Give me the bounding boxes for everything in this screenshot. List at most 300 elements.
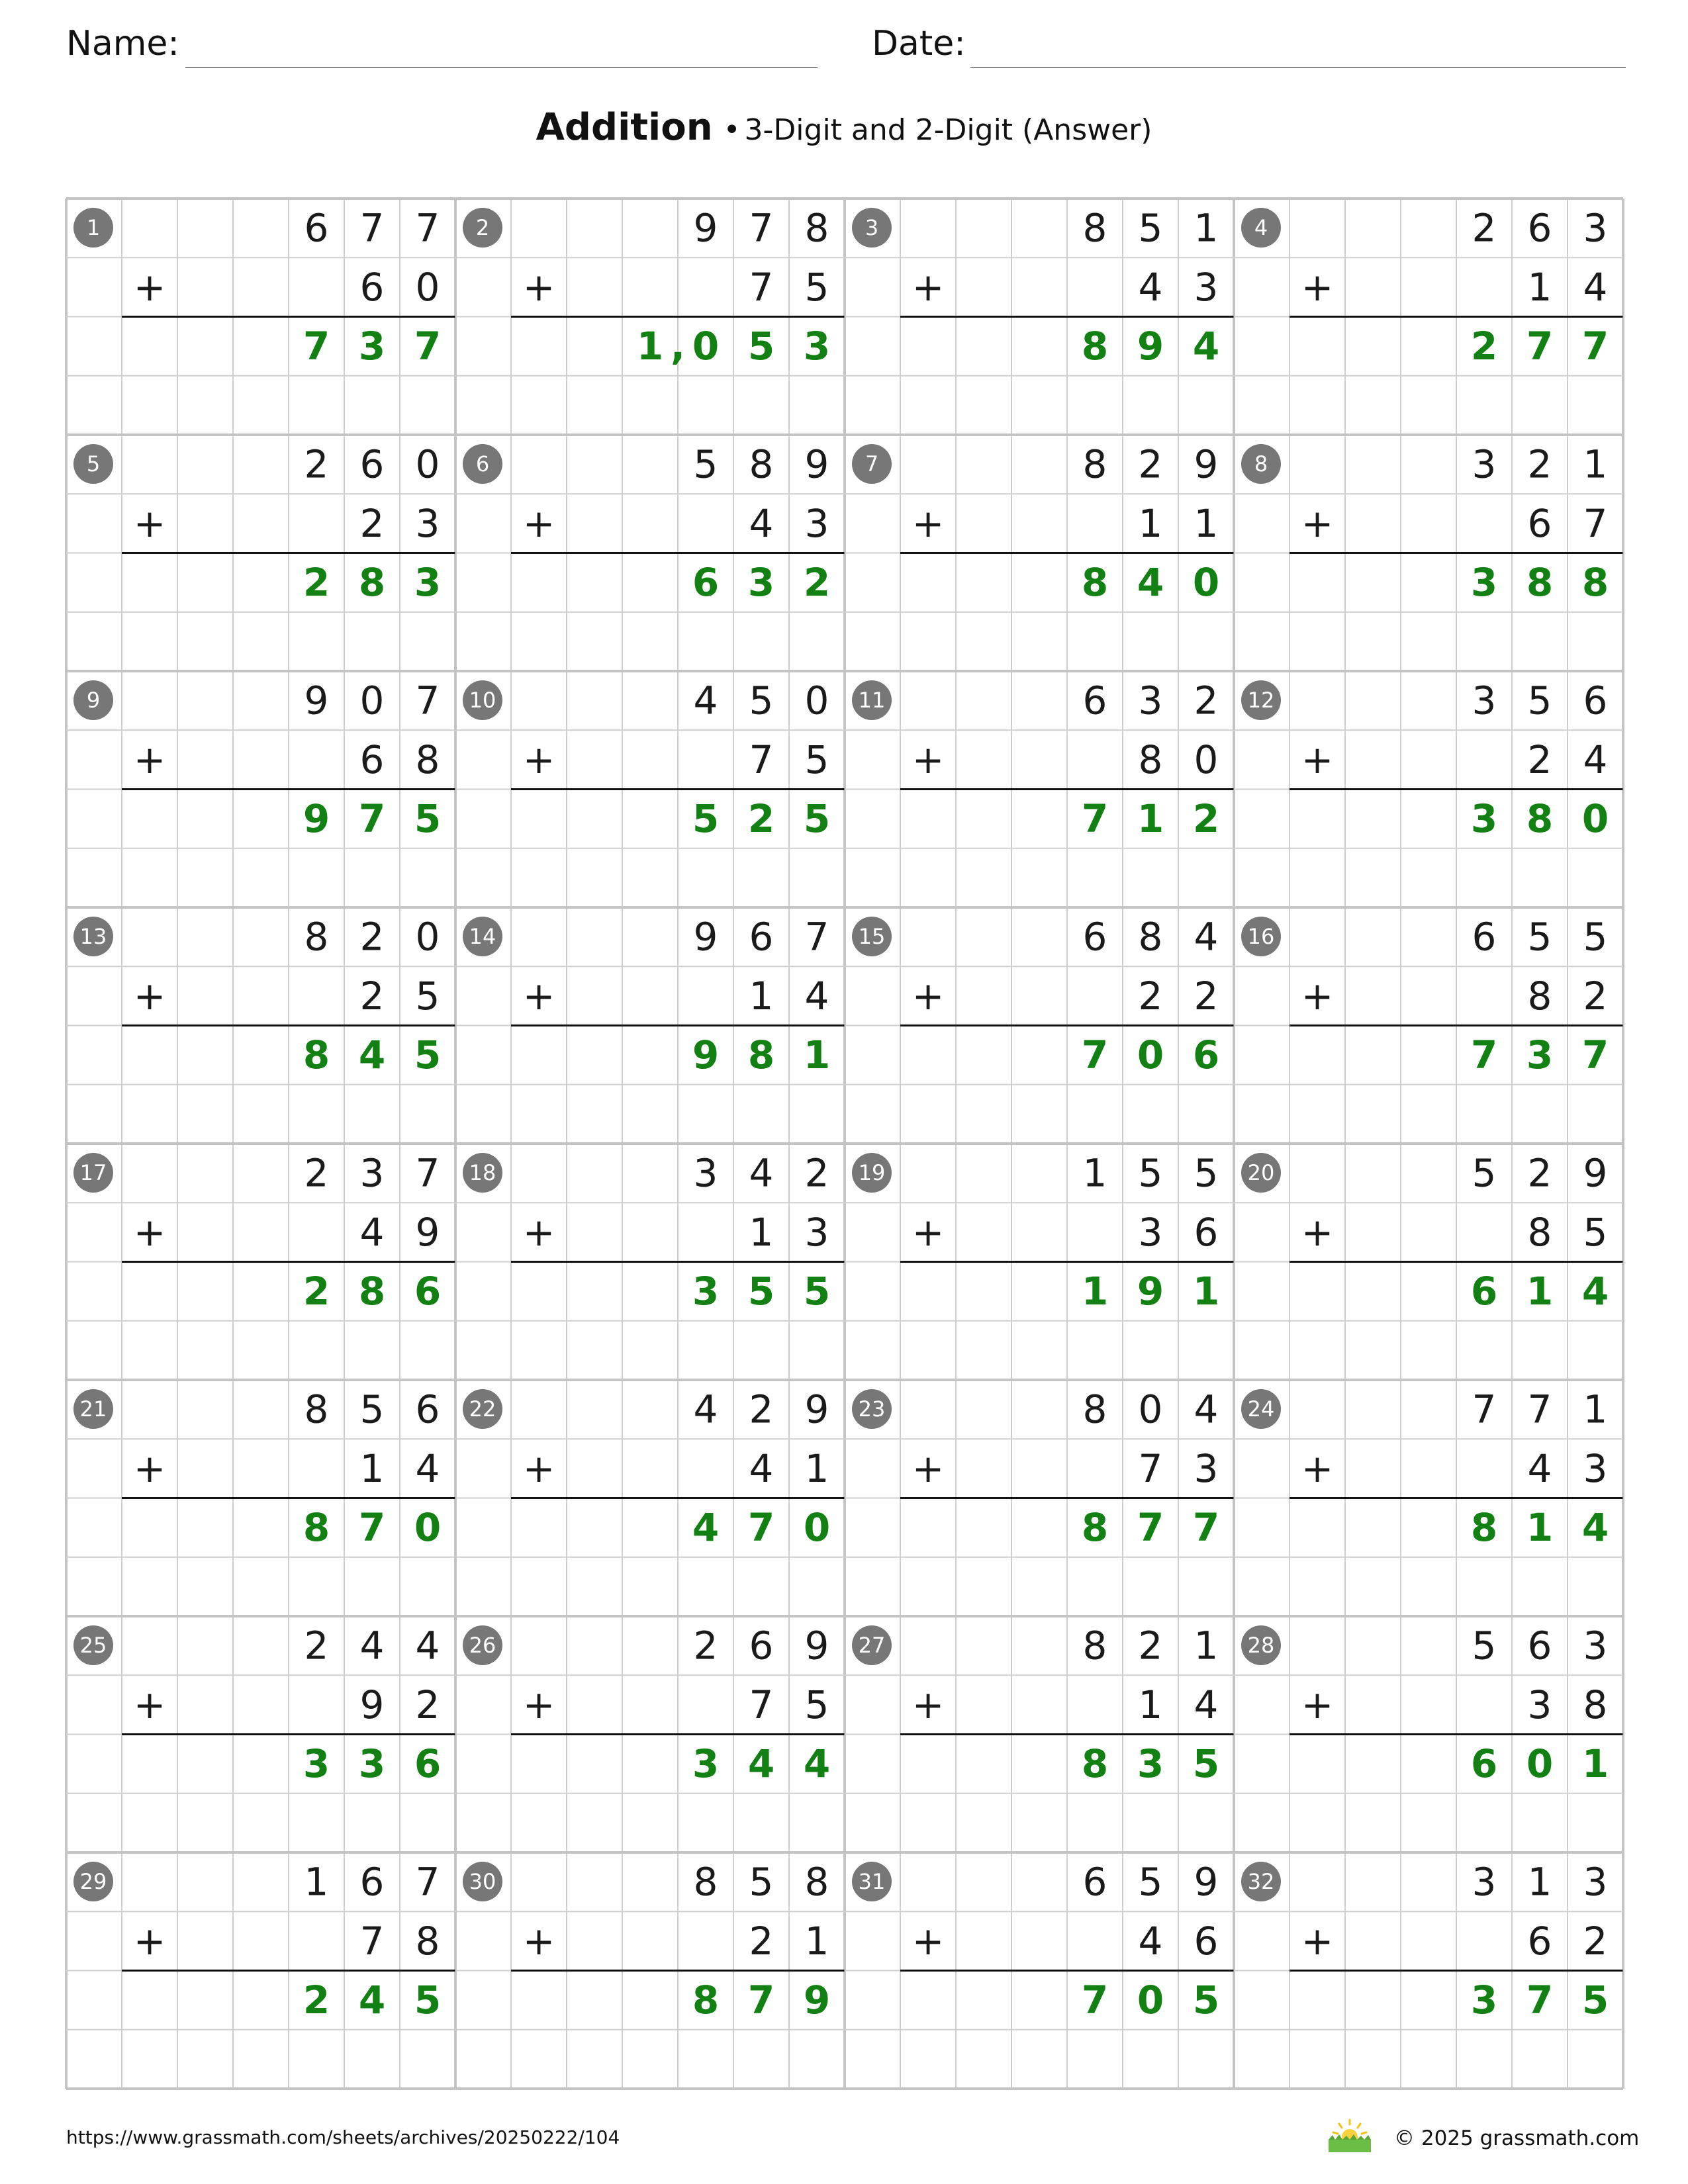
answer-digit: 5	[692, 796, 720, 842]
addend-digit: 0	[804, 678, 829, 723]
problem-number: 1	[86, 215, 101, 240]
problem	[463, 206, 845, 369]
problem-grid	[66, 199, 1623, 2089]
addend-digit: 6	[1583, 678, 1608, 723]
title-subtitle: 3-Digit and 2-Digit (Answer)	[744, 113, 1152, 147]
problem-number: 10	[469, 688, 496, 713]
problem-number: 14	[469, 924, 496, 949]
addend-digit: 2	[1583, 1918, 1608, 1964]
answer-digit: 2	[1192, 796, 1220, 842]
addend-digit: 9	[804, 1387, 829, 1432]
answer-digit: 8	[692, 1978, 720, 2023]
answer-digit: 7	[1581, 1032, 1609, 1078]
answer-digit: 4	[692, 1505, 720, 1551]
answer-digit: 5	[747, 1269, 775, 1314]
name-label: Name:	[66, 24, 179, 64]
addend-digit: 4	[804, 973, 829, 1019]
addend-digit: 3	[1472, 1859, 1497, 1905]
addend-digit: 7	[749, 737, 774, 782]
date-line	[970, 67, 1626, 68]
plus-sign: +	[522, 1209, 555, 1255]
plus-sign: +	[1301, 500, 1334, 546]
answer-digit: 7	[1526, 1978, 1554, 2023]
addend-digit: 2	[749, 1387, 774, 1432]
addend-digit: 8	[415, 1918, 440, 1964]
answer-digit: 8	[1081, 324, 1109, 369]
plus-sign: +	[522, 500, 555, 546]
addend-digit: 2	[1194, 973, 1219, 1019]
answer-digit: 3	[358, 1741, 386, 1787]
answer-digit: 6	[692, 560, 720, 606]
answer-digit: 6	[414, 1269, 442, 1314]
addend-digit: 5	[804, 1682, 829, 1727]
addend-digit: 9	[1583, 1150, 1608, 1196]
answer-digit: 3	[358, 324, 386, 369]
answer-digit: 3	[747, 560, 775, 606]
plus-sign: +	[912, 737, 945, 782]
addend-digit: 3	[415, 500, 440, 546]
addend-digit: 8	[1527, 973, 1552, 1019]
addend-digit: 0	[1138, 1387, 1163, 1432]
answer-digit: 7	[1137, 1505, 1164, 1551]
addend-digit: 6	[1472, 914, 1497, 960]
addend-digit: 2	[359, 914, 385, 960]
addend-digit: 1	[1082, 1150, 1107, 1196]
addend-digit: 4	[359, 1623, 385, 1668]
problem	[463, 915, 845, 1078]
addend-digit: 3	[1194, 264, 1219, 310]
title-bullet: •	[723, 113, 741, 147]
sun-over-grass-icon	[1326, 2118, 1374, 2154]
addend-digit: 6	[1082, 914, 1107, 960]
addend-digit: 6	[1194, 1918, 1219, 1964]
footer-url: https://www.grassmath.com/sheets/archives/20250222/104	[66, 2126, 620, 2148]
addend-digit: 3	[1527, 1682, 1552, 1727]
addend-digit: 1	[749, 1209, 774, 1255]
plus-sign: +	[1301, 973, 1334, 1019]
answer-digit: 0	[1526, 1741, 1554, 1787]
answer-digit: 0	[1137, 1978, 1164, 2023]
addend-digit: 6	[304, 205, 329, 251]
addend-digit: 5	[749, 1859, 774, 1905]
problem	[463, 1151, 845, 1314]
addend-digit: 3	[359, 1150, 385, 1196]
answer-digit: 7	[303, 324, 330, 369]
answer-digit: 3	[1470, 796, 1498, 842]
addend-digit: 6	[359, 264, 385, 310]
plus-sign: +	[912, 264, 945, 310]
addend-digit: 3	[1138, 678, 1163, 723]
addend-digit: 5	[804, 737, 829, 782]
addend-digit: 7	[1472, 1387, 1497, 1432]
addend-digit: 5	[693, 441, 718, 487]
addend-digit: 8	[304, 1387, 329, 1432]
addend-digit: 5	[804, 264, 829, 310]
plus-sign: +	[912, 1918, 945, 1964]
addend-digit: 5	[1194, 1150, 1219, 1196]
problem	[852, 678, 1234, 842]
addend-digit: 8	[1138, 914, 1163, 960]
addend-digit: 6	[1527, 500, 1552, 546]
answer-digit: 4	[1137, 560, 1164, 606]
addend-digit: 9	[1194, 441, 1219, 487]
addend-digit: 7	[1138, 1445, 1163, 1491]
addend-digit: 8	[1082, 1387, 1107, 1432]
answer-digit: 2	[303, 1978, 330, 2023]
addend-digit: 1	[1138, 1682, 1163, 1727]
addend-digit: 2	[359, 973, 385, 1019]
plus-sign: +	[133, 973, 166, 1019]
addend-digit: 0	[415, 441, 440, 487]
plus-sign: +	[133, 1682, 166, 1727]
problem	[1241, 442, 1623, 606]
answer-digit: 0	[1192, 560, 1220, 606]
addend-digit: 5	[1583, 914, 1608, 960]
problem-number: 23	[858, 1396, 886, 1422]
problem-number: 15	[858, 924, 886, 949]
problem	[73, 1623, 455, 1787]
addend-digit: 1	[1583, 1387, 1608, 1432]
answer-digit: 0	[803, 1505, 831, 1551]
addend-digit: 2	[304, 441, 329, 487]
problem-number: 9	[86, 688, 101, 713]
answer-digit: 4	[747, 1741, 775, 1787]
answer-digit: 0	[414, 1505, 442, 1551]
addend-digit: 8	[804, 205, 829, 251]
answer-digit: 7	[358, 796, 386, 842]
answer-digit: 5	[414, 1032, 442, 1078]
addend-digit: 7	[359, 1918, 385, 1964]
problem	[1241, 1860, 1623, 2023]
answer-digit: 4	[1581, 1269, 1609, 1314]
answer-digit: 9	[1137, 324, 1164, 369]
addend-digit: 2	[359, 500, 385, 546]
plus-sign: +	[522, 1918, 555, 1964]
addend-digit: 1	[749, 973, 774, 1019]
problem-number: 3	[865, 215, 879, 240]
addend-digit: 7	[749, 1682, 774, 1727]
addend-digit: 6	[749, 914, 774, 960]
addend-digit: 4	[1194, 1387, 1219, 1432]
addend-digit: 7	[804, 914, 829, 960]
problem-number: 20	[1247, 1160, 1275, 1185]
addend-digit: 7	[415, 678, 440, 723]
problem-number: 24	[1247, 1396, 1275, 1422]
answer-digit: 3	[1470, 560, 1498, 606]
plus-sign: +	[522, 973, 555, 1019]
problem	[852, 1623, 1234, 1787]
problem-number: 27	[858, 1633, 886, 1658]
problem-number: 19	[858, 1160, 886, 1185]
addend-digit: 6	[415, 1387, 440, 1432]
problem	[852, 1860, 1234, 2023]
addend-digit: 3	[1472, 678, 1497, 723]
answer-digit: 0	[1581, 796, 1609, 842]
problem-number: 16	[1247, 924, 1275, 949]
addend-digit: 4	[749, 1150, 774, 1196]
addend-digit: 5	[1527, 914, 1552, 960]
addend-digit: 6	[1527, 1918, 1552, 1964]
addend-digit: 8	[804, 1859, 829, 1905]
addend-digit: 4	[359, 1209, 385, 1255]
answer-digit: 8	[1081, 1505, 1109, 1551]
answer-digit: 5	[803, 796, 831, 842]
answer-digit: 1	[636, 324, 664, 369]
addend-digit: 3	[1194, 1445, 1219, 1491]
addend-digit: 4	[1138, 264, 1163, 310]
addend-digit: 2	[749, 1918, 774, 1964]
answer-digit: 7	[1581, 324, 1609, 369]
addend-digit: 9	[804, 1623, 829, 1668]
addend-digit: 3	[1583, 1623, 1608, 1668]
answer-digit: 3	[803, 324, 831, 369]
answer-digit: 3	[692, 1269, 720, 1314]
answer-digit: 8	[1581, 560, 1609, 606]
answer-digit: 1	[1581, 1741, 1609, 1787]
addend-digit: 2	[1527, 737, 1552, 782]
plus-sign: +	[912, 1682, 945, 1727]
answer-digit: 5	[414, 796, 442, 842]
answer-digit: 4	[1581, 1505, 1609, 1551]
answer-digit: 8	[1526, 560, 1554, 606]
answer-digit: 5	[803, 1269, 831, 1314]
footer-copyright: © 2025 grassmath.com	[1394, 2126, 1640, 2150]
problem	[73, 678, 455, 842]
answer-digit: 7	[1470, 1032, 1498, 1078]
addend-digit: 6	[359, 1859, 385, 1905]
answer-digit: ,	[670, 324, 686, 369]
addend-digit: 1	[359, 1445, 385, 1491]
problem	[463, 1623, 845, 1787]
addend-digit: 2	[1527, 1150, 1552, 1196]
answer-digit: 0	[692, 324, 720, 369]
problem	[852, 206, 1234, 369]
addend-digit: 9	[804, 441, 829, 487]
answer-digit: 4	[803, 1741, 831, 1787]
problem-number: 25	[79, 1633, 107, 1658]
addend-digit: 1	[1194, 205, 1219, 251]
answer-digit: 1	[1526, 1269, 1554, 1314]
problem	[1241, 1623, 1623, 1787]
addend-digit: 7	[1527, 1387, 1552, 1432]
problem	[852, 442, 1234, 606]
addend-digit: 5	[749, 678, 774, 723]
addend-digit: 1	[1527, 264, 1552, 310]
answer-digit: 3	[1470, 1978, 1498, 2023]
answer-digit: 7	[1081, 796, 1109, 842]
addend-digit: 9	[415, 1209, 440, 1255]
plus-sign: +	[912, 973, 945, 1019]
addend-digit: 5	[1138, 1859, 1163, 1905]
plus-sign: +	[522, 1445, 555, 1491]
plus-sign: +	[133, 1209, 166, 1255]
addend-digit: 8	[304, 914, 329, 960]
addend-digit: 6	[1527, 1623, 1552, 1668]
answer-digit: 9	[303, 796, 330, 842]
addend-digit: 9	[693, 205, 718, 251]
name-line	[185, 67, 818, 68]
problem	[73, 442, 455, 606]
plus-sign: +	[1301, 1682, 1334, 1727]
answer-digit: 6	[1470, 1269, 1498, 1314]
problem-number: 21	[79, 1396, 107, 1422]
problem	[1241, 915, 1623, 1078]
addend-digit: 7	[415, 1859, 440, 1905]
answer-digit: 0	[1137, 1032, 1164, 1078]
problem	[73, 1387, 455, 1551]
date-label: Date:	[872, 24, 966, 64]
addend-digit: 0	[1194, 737, 1219, 782]
addend-digit: 8	[1138, 737, 1163, 782]
problem	[1241, 678, 1623, 842]
addend-digit: 4	[415, 1445, 440, 1491]
addend-digit: 2	[1138, 973, 1163, 1019]
problem-number: 31	[858, 1869, 886, 1894]
plus-sign: +	[912, 500, 945, 546]
answer-digit: 2	[803, 560, 831, 606]
addend-digit: 8	[693, 1859, 718, 1905]
addend-digit: 4	[749, 500, 774, 546]
problem	[1241, 206, 1623, 369]
answer-digit: 7	[1526, 324, 1554, 369]
addend-digit: 8	[1082, 441, 1107, 487]
answer-digit: 5	[747, 324, 775, 369]
answer-digit: 2	[303, 1269, 330, 1314]
answer-digit: 7	[1081, 1032, 1109, 1078]
addend-digit: 7	[749, 264, 774, 310]
addend-digit: 3	[1583, 1445, 1608, 1491]
addend-digit: 2	[1583, 973, 1608, 1019]
problem-number: 6	[475, 451, 490, 477]
addend-digit: 6	[359, 441, 385, 487]
answer-digit: 1	[803, 1032, 831, 1078]
addend-digit: 7	[359, 205, 385, 251]
answer-digit: 7	[1192, 1505, 1220, 1551]
answer-digit: 7	[414, 324, 442, 369]
problem-grid-svg	[66, 199, 1623, 2089]
answer-digit: 7	[1081, 1978, 1109, 2023]
addend-digit: 5	[1138, 205, 1163, 251]
addend-digit: 9	[359, 1682, 385, 1727]
addend-digit: 1	[1138, 500, 1163, 546]
answer-digit: 6	[414, 1741, 442, 1787]
addend-digit: 4	[1138, 1918, 1163, 1964]
addend-digit: 2	[1138, 441, 1163, 487]
problem-number: 5	[86, 451, 101, 477]
problem-number: 26	[469, 1633, 496, 1658]
plus-sign: +	[133, 737, 166, 782]
addend-digit: 3	[804, 1209, 829, 1255]
addend-digit: 8	[1082, 205, 1107, 251]
answer-digit: 8	[358, 560, 386, 606]
answer-digit: 8	[1081, 1741, 1109, 1787]
answer-digit: 3	[1137, 1741, 1164, 1787]
answer-digit: 6	[1470, 1741, 1498, 1787]
answer-digit: 5	[414, 1978, 442, 2023]
addend-digit: 6	[1082, 678, 1107, 723]
addend-digit: 3	[1472, 441, 1497, 487]
answer-digit: 1	[1081, 1269, 1109, 1314]
plus-sign: +	[133, 1445, 166, 1491]
addend-digit: 8	[1527, 1209, 1552, 1255]
addend-digit: 7	[415, 1150, 440, 1196]
addend-digit: 6	[359, 737, 385, 782]
answer-digit: 3	[692, 1741, 720, 1787]
answer-digit: 7	[358, 1505, 386, 1551]
addend-digit: 1	[1194, 1623, 1219, 1668]
problem-number: 8	[1254, 451, 1268, 477]
answer-digit: 8	[1470, 1505, 1498, 1551]
addend-digit: 2	[1138, 1623, 1163, 1668]
problem-number: 7	[865, 451, 879, 477]
answer-digit: 5	[1192, 1978, 1220, 2023]
addend-digit: 2	[304, 1150, 329, 1196]
answer-digit: 7	[747, 1505, 775, 1551]
addend-digit: 3	[804, 500, 829, 546]
title-main: Addition	[536, 106, 713, 149]
answer-digit: 2	[747, 796, 775, 842]
answer-digit: 2	[303, 560, 330, 606]
addend-digit: 0	[359, 678, 385, 723]
addend-digit: 8	[415, 737, 440, 782]
answer-digit: 3	[414, 560, 442, 606]
answer-digit: 8	[358, 1269, 386, 1314]
plus-sign: +	[1301, 264, 1334, 310]
answer-digit: 3	[1526, 1032, 1554, 1078]
addend-digit: 4	[693, 1387, 718, 1432]
addend-digit: 0	[415, 914, 440, 960]
addend-digit: 2	[804, 1150, 829, 1196]
addend-digit: 2	[415, 1682, 440, 1727]
answer-digit: 8	[1526, 796, 1554, 842]
addend-digit: 5	[1472, 1150, 1497, 1196]
addend-digit: 5	[359, 1387, 385, 1432]
addend-digit: 3	[1583, 205, 1608, 251]
addend-digit: 6	[1527, 205, 1552, 251]
addend-digit: 5	[415, 973, 440, 1019]
problem-number: 28	[1247, 1633, 1275, 1658]
plus-sign: +	[133, 1918, 166, 1964]
answer-digit: 8	[747, 1032, 775, 1078]
problem-number: 22	[469, 1396, 496, 1422]
problem	[463, 1860, 845, 2023]
answer-digit: 1	[1137, 796, 1164, 842]
answer-digit: 2	[1470, 324, 1498, 369]
addend-digit: 6	[749, 1623, 774, 1668]
answer-digit: 3	[303, 1741, 330, 1787]
addend-digit: 7	[415, 205, 440, 251]
addend-digit: 2	[304, 1623, 329, 1668]
problem	[852, 915, 1234, 1078]
answer-digit: 4	[1192, 324, 1220, 369]
addend-digit: 8	[1082, 1623, 1107, 1668]
answer-digit: 7	[747, 1978, 775, 2023]
addend-digit: 3	[1583, 1859, 1608, 1905]
addend-digit: 5	[1527, 678, 1552, 723]
answer-digit: 9	[803, 1978, 831, 2023]
addend-digit: 4	[1527, 1445, 1552, 1491]
plus-sign: +	[133, 500, 166, 546]
answer-digit: 1	[1192, 1269, 1220, 1314]
problem	[73, 915, 455, 1078]
addend-digit: 1	[304, 1859, 329, 1905]
problem	[1241, 1151, 1623, 1314]
addend-digit: 4	[1194, 1682, 1219, 1727]
problem-number: 29	[79, 1869, 107, 1894]
addend-digit: 0	[415, 264, 440, 310]
addend-digit: 4	[415, 1623, 440, 1668]
addend-digit: 5	[1583, 1209, 1608, 1255]
